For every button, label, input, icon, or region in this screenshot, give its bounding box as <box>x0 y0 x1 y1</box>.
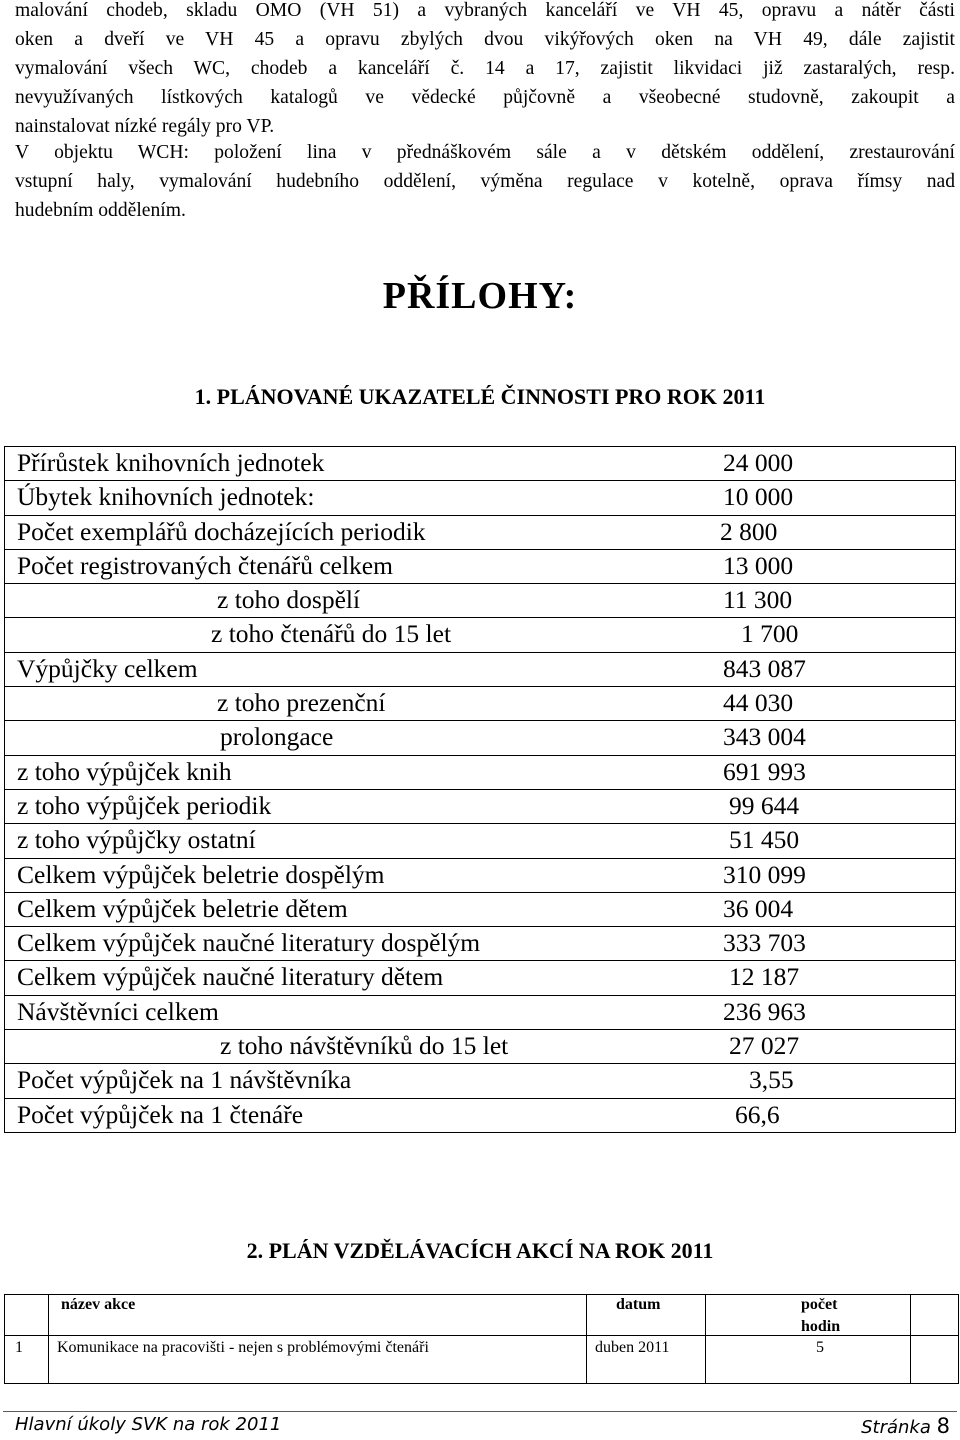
table-row <box>5 515 956 549</box>
indicator-label: Návštěvníci celkem <box>17 996 219 1026</box>
table-row <box>5 549 956 583</box>
row-date: duben 2011 <box>595 1339 670 1356</box>
text-line: nainstalovat nízké regály pro VP. <box>15 116 275 137</box>
table-cell <box>5 447 956 481</box>
indicator-label: z toho výpůjček periodik <box>17 790 272 820</box>
indicator-value: 13 000 <box>723 550 794 580</box>
indicator-value: 843 087 <box>723 653 806 683</box>
indicator-label: Celkem výpůjček naučné literatury dospělým <box>17 928 481 958</box>
indicator-value: 310 099 <box>723 859 806 889</box>
row-name: Komunikace na pracovišti - nejen s problémovými čtenáři <box>57 1339 429 1356</box>
page-label: Stránka <box>861 1417 931 1438</box>
indicator-label: Přírůstek knihovních jednotek <box>17 448 325 477</box>
indicator-value: 333 703 <box>723 928 806 958</box>
indicator-label: Úbytek knihovních jednotek: <box>17 482 315 512</box>
indicator-value: 36 004 <box>723 893 794 923</box>
table-cell <box>5 652 956 686</box>
indicator-value: 3,55 <box>749 1065 794 1095</box>
table-cell <box>5 1030 956 1064</box>
row-number: 1 <box>15 1339 23 1356</box>
text-line: malování chodeb, skladu OMO (VH 51) a vybraných kanceláří ve VH 45, opravu a nátěr části <box>15 0 955 21</box>
indicator-label: Výpůjčky celkem <box>17 653 198 683</box>
table-cell <box>5 892 956 926</box>
indicator-label: Počet výpůjček na 1 čtenáře <box>17 1099 304 1129</box>
indicator-value: 24 000 <box>723 448 794 477</box>
table-cell <box>5 549 956 583</box>
paragraph-maintenance <box>15 0 955 141</box>
table-row <box>5 721 956 755</box>
table-row <box>5 1098 956 1132</box>
indicator-label: z toho čtenářů do 15 let <box>211 619 452 649</box>
table-cell <box>5 858 956 892</box>
text-line: hudebním oddělením. <box>15 200 186 221</box>
indicator-value: 27 027 <box>729 1031 800 1061</box>
table-row <box>5 961 956 995</box>
header-hours: počet <box>801 1296 838 1313</box>
indicator-label: z toho výpůjček knih <box>17 756 232 786</box>
text-line: oken a dveří ve VH 45 a opravu zbylých dvou vikýřových oken na VH 49, dále zajistit <box>15 29 955 50</box>
indicator-value: 44 030 <box>723 688 794 718</box>
indicator-value: 2 800 <box>720 516 778 546</box>
column-divider <box>48 1295 49 1383</box>
header-date: datum <box>616 1296 661 1313</box>
indicator-value: 343 004 <box>723 722 806 752</box>
indicator-label: z toho dospělí <box>217 585 361 615</box>
table-row <box>5 618 956 652</box>
indicator-value: 66,6 <box>735 1099 780 1129</box>
footer-page-number <box>861 1414 950 1438</box>
table-cell <box>5 1064 956 1098</box>
table-cell <box>5 687 956 721</box>
indicator-value: 10 000 <box>723 482 794 512</box>
text-line: vymalování všech WC, chodeb a kanceláří č. 14 a 17, zajistit likvidaci již zastaralých, resp. <box>15 58 955 79</box>
table-row <box>5 995 956 1029</box>
indicator-label: Celkem výpůjček beletrie dětem <box>17 893 348 923</box>
table-cell <box>5 618 956 652</box>
text-line: nevyužívaných lístkových katalogů ve vědecké půjčovně a všeobecné studovně, zakoupit a <box>15 87 955 108</box>
indicators-table <box>4 446 956 1133</box>
indicator-value: 99 644 <box>729 790 800 820</box>
indicator-label: Celkem výpůjček beletrie dospělým <box>17 859 385 889</box>
table-cell <box>5 1098 956 1132</box>
table-cell <box>5 995 956 1029</box>
appendix-heading: PŘÍLOHY: <box>382 275 578 317</box>
footer-document-title: Hlavní úkoly SVK na rok 2011 <box>15 1414 282 1435</box>
row-hours: 5 <box>816 1339 824 1356</box>
text-line: V objektu WCH: položení lina v přednáškovém sále a v dětském oddělení, zrestaurování <box>15 142 955 163</box>
table-row <box>5 755 956 789</box>
header-hours-line2: hodin <box>801 1318 841 1335</box>
indicator-value: 691 993 <box>723 756 806 786</box>
table-row <box>5 1064 956 1098</box>
table-cell <box>5 481 956 515</box>
indicator-label: Celkem výpůjček naučné literatury dětem <box>17 962 444 992</box>
indicator-value: 51 450 <box>729 825 800 855</box>
text-line: vstupní haly, vymalování hudebního oddělení, výměna regulace v kotelně, oprava římsy nad <box>15 171 955 192</box>
table-cell <box>5 824 956 858</box>
table-cell <box>5 927 956 961</box>
page-number: 8 <box>936 1414 950 1438</box>
indicator-label: Počet exemplářů docházejících periodik <box>17 516 426 546</box>
column-divider <box>705 1295 706 1383</box>
section2-title: 2. PLÁN VZDĚLÁVACÍCH AKCÍ NA ROK 2011 <box>246 1238 714 1263</box>
indicator-label: Počet výpůjček na 1 návštěvníka <box>17 1065 352 1095</box>
column-divider <box>910 1295 911 1383</box>
indicator-value: 11 300 <box>723 585 793 615</box>
table-cell <box>5 721 956 755</box>
table-row <box>5 1030 956 1064</box>
table-cell <box>5 584 956 618</box>
indicator-label: Počet registrovaných čtenářů celkem <box>17 550 393 580</box>
indicator-value: 236 963 <box>723 996 806 1026</box>
indicator-value: 1 700 <box>741 619 799 649</box>
indicator-label: z toho výpůjčky ostatní <box>17 825 256 855</box>
education-plan-table <box>4 1294 959 1384</box>
indicator-value: 12 187 <box>729 962 800 992</box>
indicator-label: z toho návštěvníků do 15 let <box>220 1031 509 1061</box>
paragraph-wch <box>15 138 955 225</box>
table-row <box>5 824 956 858</box>
table-cell <box>5 789 956 823</box>
table-row <box>5 927 956 961</box>
table-row <box>5 892 956 926</box>
table-cell <box>5 515 956 549</box>
table-cell <box>5 961 956 995</box>
indicator-label: z toho prezenční <box>217 688 386 718</box>
table-row <box>5 652 956 686</box>
table-row <box>5 687 956 721</box>
footer-divider <box>3 1411 957 1412</box>
table-row <box>5 858 956 892</box>
header-name: název akce <box>61 1296 136 1313</box>
table-row <box>5 447 956 481</box>
column-divider <box>586 1295 587 1383</box>
table-row <box>5 584 956 618</box>
table-cell <box>5 755 956 789</box>
table-row <box>5 481 956 515</box>
table-row <box>5 789 956 823</box>
section1-title: 1. PLÁNOVANÉ UKAZATELÉ ČINNOSTI PRO ROK 2011 <box>194 384 766 409</box>
indicator-label: prolongace <box>220 722 334 752</box>
